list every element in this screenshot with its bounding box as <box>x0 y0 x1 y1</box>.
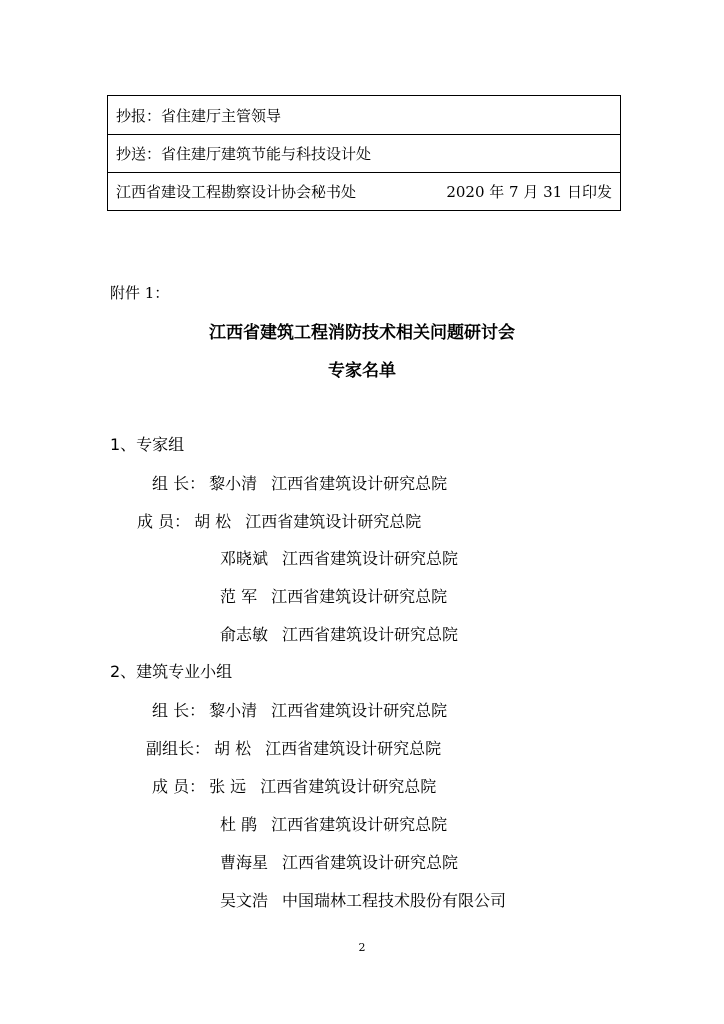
list-item <box>137 509 421 532</box>
member-name: 吴文浩 <box>220 891 269 910</box>
cc-report-row <box>108 96 620 134</box>
list-item <box>220 812 447 835</box>
member-org: 江西省建筑设计研究总院 <box>260 777 437 796</box>
cc-send-row <box>108 134 620 172</box>
list-item <box>220 850 458 873</box>
member-org: 江西省建筑设计研究总院 <box>265 739 442 758</box>
member-name: 范 军 <box>220 587 258 606</box>
group-heading-architecture: 2、建筑专业小组 <box>110 662 233 681</box>
member-name: 俞志敏 <box>220 625 269 644</box>
list-item <box>220 546 458 569</box>
cc-send-text: 抄送：省住建厅建筑节能与科技设计处 <box>116 145 372 163</box>
member-name: 张 远 <box>209 777 247 796</box>
list-item <box>220 622 458 645</box>
member-name: 邓晓斌 <box>220 549 269 568</box>
member-role: 副组长： <box>146 739 211 758</box>
document-title: 江西省建筑工程消防技术相关问题研讨会 <box>209 323 515 343</box>
list-item <box>146 736 441 759</box>
list-item <box>152 774 436 797</box>
member-org: 江西省建筑设计研究总院 <box>271 701 448 720</box>
member-org: 江西省建筑设计研究总院 <box>282 549 459 568</box>
attachment-label: 附件 1： <box>110 284 170 302</box>
distribution-table <box>107 95 621 211</box>
issuer-row <box>108 172 620 210</box>
document-subtitle: 专家名单 <box>328 361 396 381</box>
group-heading-experts: 1、专家组 <box>110 435 185 454</box>
cc-report-text: 抄报：省住建厅主管领导 <box>116 106 282 125</box>
member-role: 组 长： <box>152 701 206 720</box>
print-date-text: 2020 年 7 月 31 日印发 <box>446 183 612 201</box>
member-org: 江西省建筑设计研究总院 <box>271 474 448 493</box>
member-org: 江西省建筑设计研究总院 <box>282 625 459 644</box>
member-org: 江西省建筑设计研究总院 <box>282 853 459 872</box>
member-role: 成 员： <box>152 777 206 796</box>
list-item <box>220 888 506 911</box>
member-org: 江西省建筑设计研究总院 <box>245 512 422 531</box>
member-role: 组 长： <box>152 474 206 493</box>
member-name: 曹海星 <box>220 853 269 872</box>
list-item <box>152 471 447 494</box>
list-item <box>220 584 447 607</box>
member-name: 胡 松 <box>194 512 232 531</box>
list-item <box>152 698 447 721</box>
member-name: 杜 鹃 <box>220 815 258 834</box>
member-name: 黎小清 <box>209 474 258 493</box>
member-org: 江西省建筑设计研究总院 <box>271 587 448 606</box>
issuer-text: 江西省建设工程勘察设计协会秘书处 <box>116 183 357 201</box>
page-number: 2 <box>358 941 366 954</box>
member-org: 江西省建筑设计研究总院 <box>271 815 448 834</box>
member-name: 胡 松 <box>214 739 252 758</box>
member-role: 成 员： <box>137 512 191 531</box>
member-org: 中国瑞林工程技术股份有限公司 <box>282 891 507 910</box>
member-name: 黎小清 <box>209 701 258 720</box>
